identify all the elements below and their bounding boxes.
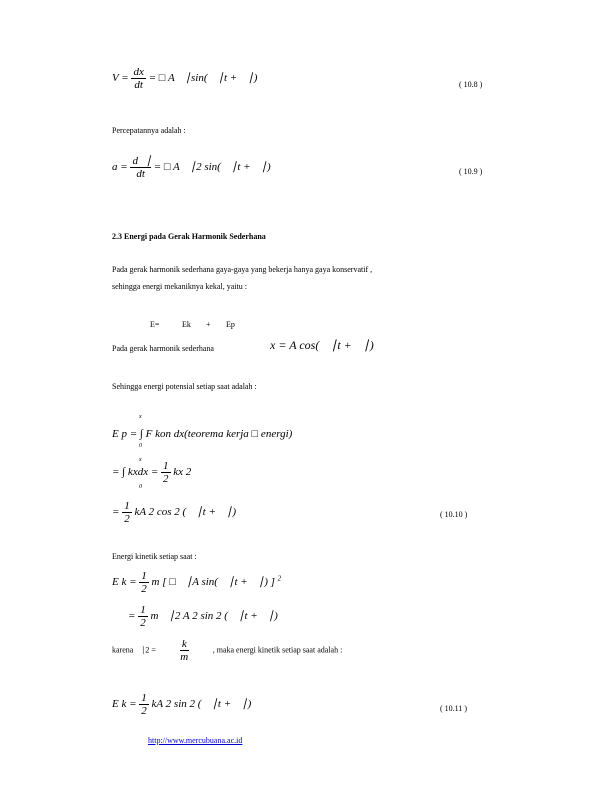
karena-fraction bbox=[180, 638, 189, 663]
acceleration-numerator: d⎹ bbox=[132, 155, 149, 167]
pada-gerak-text: Pada gerak harmonik sederhana bbox=[112, 344, 214, 353]
potential-eq3-numerator: 1 bbox=[124, 500, 130, 512]
kinetic-eq1-superscript: 2 bbox=[277, 574, 282, 583]
integral-lower-1: 0 bbox=[139, 443, 142, 449]
karena-lead: karena ⎹ 2 = bbox=[112, 645, 156, 655]
potential-equation-1: E p = ∫ F kon dx(teorema kerja □ energi) bbox=[112, 428, 293, 440]
kinetic-eq2-denominator: 2 bbox=[140, 617, 146, 630]
kinetic-eq2-lhs: = bbox=[128, 610, 136, 623]
equation-number-10-10: ( 10.10 ) bbox=[440, 510, 468, 519]
acceleration-fraction bbox=[130, 155, 151, 180]
kinetic-eq3-lhs: E k = bbox=[112, 698, 137, 711]
karena-tail: , maka energi kinetik setiap saat adalah : bbox=[212, 645, 343, 655]
kinetic-eq3-denominator: 2 bbox=[141, 705, 147, 718]
kinetic-eq2-numerator: 1 bbox=[140, 604, 146, 616]
kinetic-equation-1 bbox=[112, 570, 281, 595]
velocity-denominator: dt bbox=[134, 79, 143, 92]
kinetic-eq3-rhs: kA 2 sin 2 ( ⎹ t + ⎹ ) bbox=[151, 698, 252, 711]
kinetic-eq2-rhs: m ⎹ 2 A 2 sin 2 ( ⎹ t + ⎹ ) bbox=[150, 610, 278, 623]
position-equation: x = A cos( ⎹ t + ⎹ ) bbox=[270, 338, 374, 352]
equation-velocity bbox=[112, 66, 257, 91]
kinetic-eq1-rhs: m [ □ ⎹ A sin( ⎹ t + ⎹ ) ] bbox=[151, 576, 275, 589]
energy-total-e: E= bbox=[150, 320, 160, 329]
karena-denominator: m bbox=[180, 651, 189, 664]
acceleration-denominator: dt bbox=[136, 168, 145, 181]
integral-upper-2: x bbox=[139, 457, 142, 463]
kinetic-equation-2 bbox=[128, 604, 278, 629]
potential-eq3-lhs: = bbox=[112, 506, 120, 519]
energy-total-ek: Ek bbox=[182, 320, 191, 329]
equation-number-10-11: ( 10.11 ) bbox=[440, 704, 468, 713]
kinetic-eq2-fraction bbox=[138, 604, 148, 629]
kinetic-eq1-numerator: 1 bbox=[141, 570, 147, 582]
velocity-lhs: V = bbox=[112, 72, 129, 85]
integral-lower-2: 0 bbox=[139, 484, 142, 490]
equation-acceleration bbox=[112, 155, 271, 180]
acceleration-lhs: a = bbox=[112, 161, 128, 174]
acceleration-rhs: = □ A ⎹ 2 sin( ⎹ t + ⎹ ) bbox=[153, 161, 271, 174]
energy-total-ep: Ep bbox=[226, 320, 235, 329]
energy-total-plus: + bbox=[206, 320, 211, 329]
potential-eq2-lhs: = ∫ kxdx = bbox=[112, 466, 159, 479]
kinetic-eq1-fraction bbox=[139, 570, 149, 595]
potential-equation-2 bbox=[112, 460, 191, 485]
velocity-numerator: dx bbox=[133, 66, 144, 78]
velocity-fraction bbox=[131, 66, 145, 91]
potential-eq2-rhs: kx 2 bbox=[173, 466, 192, 479]
kinetic-eq3-fraction bbox=[139, 692, 149, 717]
kinetic-eq1-lhs: E k = bbox=[112, 576, 137, 589]
equation-number-10-8: ( 10.8 ) bbox=[459, 80, 483, 89]
potential-eq3-denominator: 2 bbox=[124, 513, 130, 526]
paragraph-line-2: sehingga energi mekaniknya kekal, yaitu : bbox=[112, 282, 247, 291]
kinetic-equation-3 bbox=[112, 692, 251, 717]
potential-eq3-rhs: kA 2 cos 2 ( ⎹ t + ⎹ ) bbox=[134, 506, 237, 519]
karena-numerator: k bbox=[181, 638, 187, 650]
potential-eq2-numerator: 1 bbox=[163, 460, 169, 472]
section-heading: 2.3 Energi pada Gerak Harmonik Sederhana bbox=[112, 232, 266, 241]
potential-eq3-fraction bbox=[122, 500, 132, 525]
potential-eq2-fraction bbox=[161, 460, 171, 485]
percepatan-text: Percepatannya adalah : bbox=[112, 126, 186, 135]
footer-link[interactable]: http://www.mercubuana.ac.id bbox=[148, 736, 243, 745]
velocity-rhs: = □ A ⎹ sin( ⎹ t + ⎹ ) bbox=[148, 72, 258, 85]
equation-number-10-9: ( 10.9 ) bbox=[459, 167, 483, 176]
sehingga-text: Sehingga energi potensial setiap saat adalah : bbox=[112, 382, 257, 391]
potential-eq2-denominator: 2 bbox=[163, 473, 169, 486]
kinetik-text: Energi kinetik setiap saat : bbox=[112, 552, 197, 561]
paragraph-line-1: Pada gerak harmonik sederhana gaya-gaya yang bekerja hanya gaya konservatif , bbox=[112, 265, 373, 274]
kinetic-eq3-numerator: 1 bbox=[141, 692, 147, 704]
integral-upper-1: x bbox=[139, 414, 142, 420]
kinetic-eq1-denominator: 2 bbox=[141, 583, 147, 596]
potential-equation-3 bbox=[112, 500, 236, 525]
karena-line bbox=[112, 638, 342, 663]
